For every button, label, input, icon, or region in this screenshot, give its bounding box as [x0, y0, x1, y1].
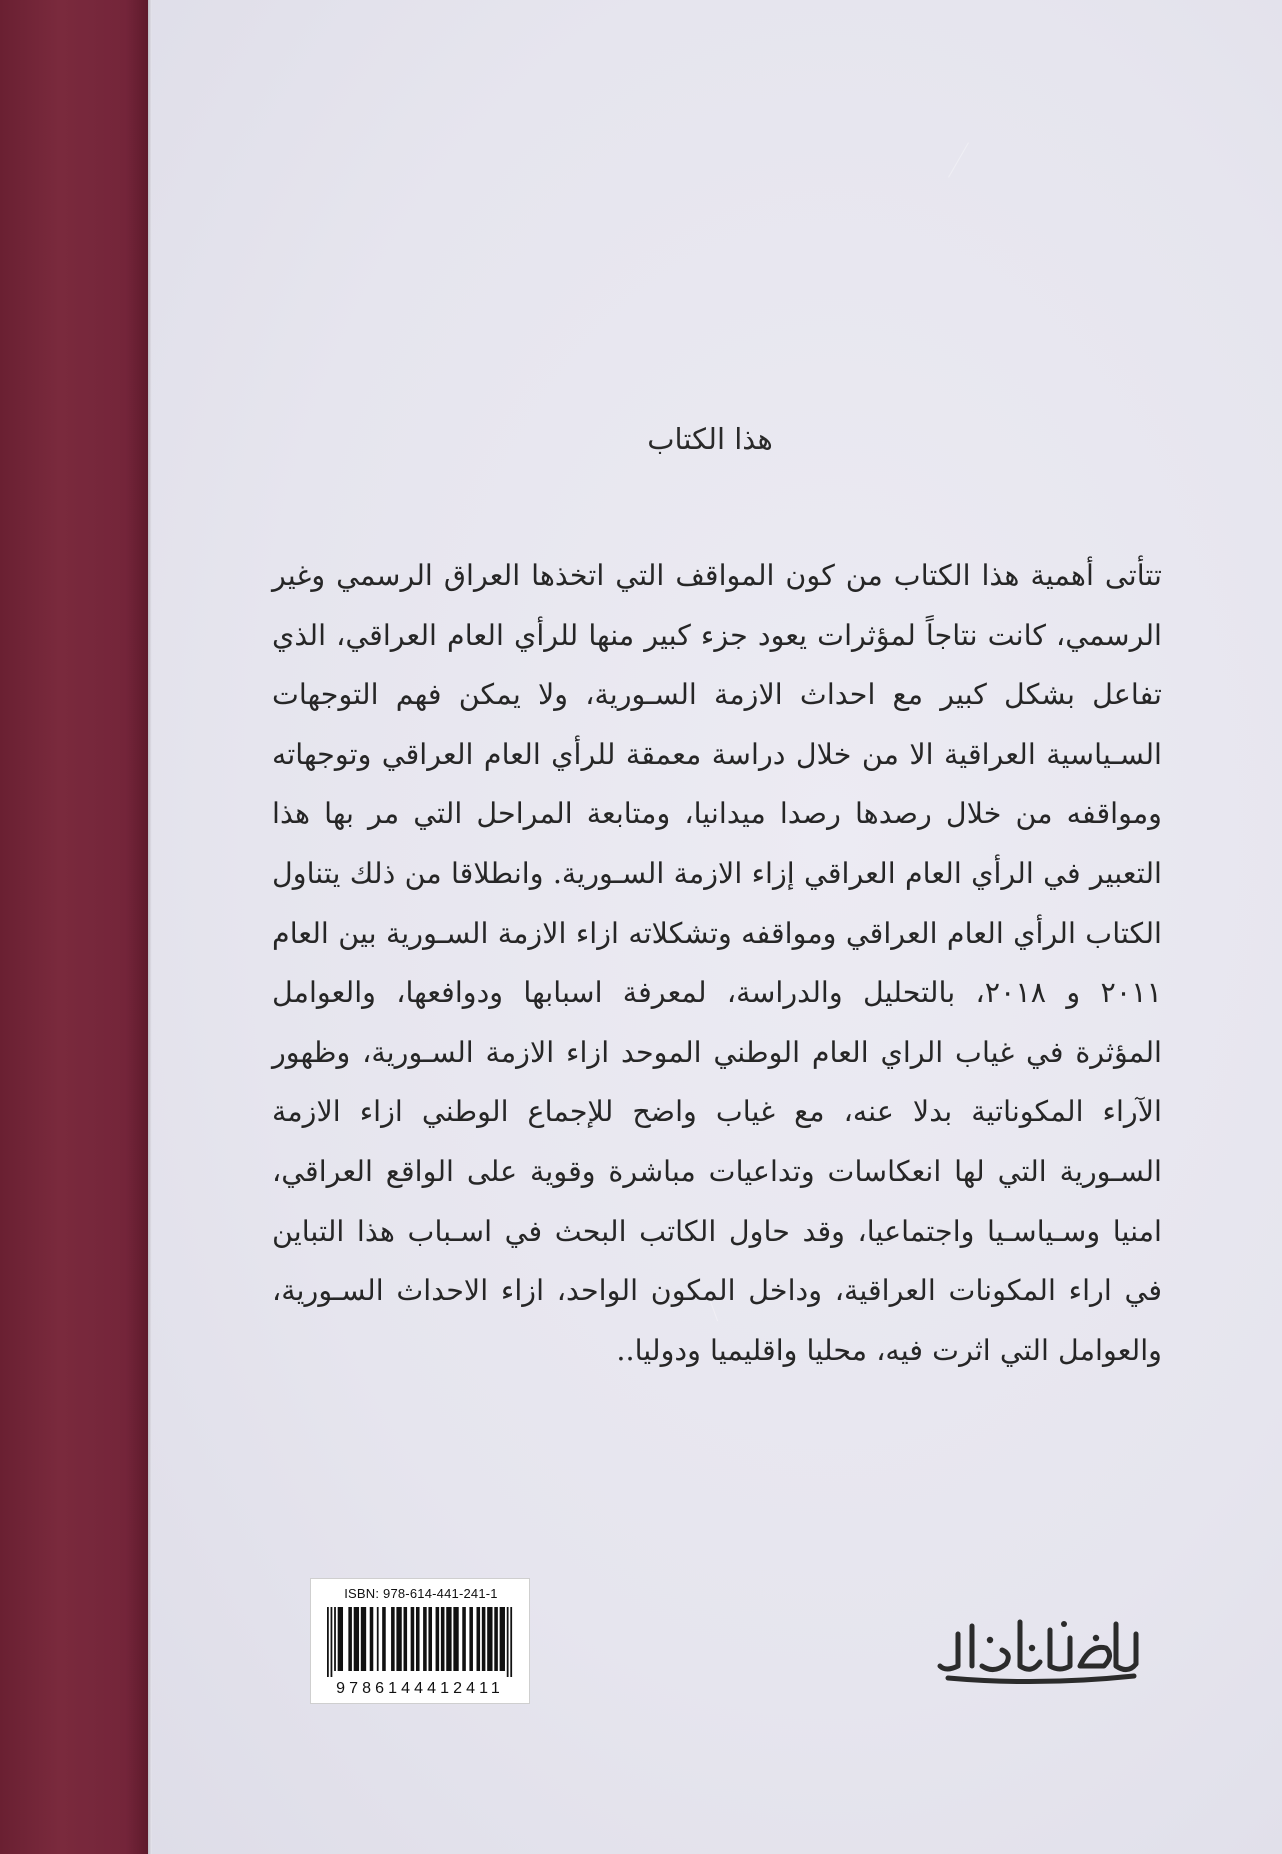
barcode-bar	[482, 1607, 486, 1671]
barcode-bar	[331, 1607, 333, 1677]
cover-heading: هذا الكتاب	[647, 422, 773, 456]
isbn-barcode	[310, 1578, 530, 1704]
book-spine	[0, 0, 148, 1854]
isbn-label: ISBN: 978-614-441-241-1	[344, 1586, 498, 1601]
barcode-bar	[428, 1607, 432, 1671]
barcode-bar	[370, 1607, 374, 1671]
isbn-digits: 9786144412411	[336, 1680, 504, 1697]
barcode-bar	[416, 1607, 420, 1671]
barcode-bar	[377, 1607, 379, 1671]
barcode-bar	[382, 1607, 386, 1671]
cover-blurb: تتأتى أهمية هذا الكتاب من كون المواقف التي اتخذها العراق الرسمي وغير الرسمي، كانت نتاجاً لمؤثرات يعود جزء كبير منها للرأي العام العراقي، الذي تفاعل بشكل كبير مع احداث الازمة السـورية، ولا يمكن فهم التوجهات السـياسية العراقية الا من خلال دراسة معمقة للرأي العام العراقي وتوجهاته ومواقفه من خلال رصدها رصدا ميدانيا، ومتابعة المراحل التي مر بها هذا التعبير في الرأي العام العراقي إزاء الازمة السـورية. وانطلاقا من ذلك يتناول الكتاب الرأي العام العراقي ومواقفه وتشكلاته ازاء الازمة السـورية بين العام ٢٠١١ و ٢٠١٨، بالتحليل والدراسة، لمعرفة اسبابها ودوافعها، والعوامل المؤثرة في غياب الراي العام الوطني الموحد ازاء الازمة السـورية، وظهور الآراء المكوناتية بدلا عنه، مع غياب واضح للإجماع الوطني ازاء الازمة السـورية التي لها انعكاسات وتداعيات مباشرة وقوية على الواقع العراقي، امنيا وسـياسـيا واجتماعيا، وقد حاول الكاتب البحث في اسـباب هذا التباين في اراء المكونات العراقية، وداخل المكون الواحد، ازاء الاحداث السـورية، والعوامل التي اثرت فيه، محليا واقليميا ودوليا..	[272, 558, 1162, 1367]
barcode-bar	[510, 1607, 512, 1677]
barcode-bar	[507, 1607, 509, 1677]
barcode-bar	[338, 1607, 343, 1671]
barcode-bar	[404, 1607, 408, 1671]
barcode-bar	[361, 1607, 366, 1671]
barcode-bar	[487, 1607, 492, 1671]
barcode-bar	[334, 1607, 336, 1671]
barcode-bar	[477, 1607, 481, 1671]
barcode-bar	[469, 1607, 473, 1671]
barcode-bar	[462, 1607, 466, 1671]
barcode-bar	[348, 1607, 352, 1671]
barcode-bar	[327, 1607, 329, 1677]
barcode-bar	[354, 1607, 359, 1671]
publisher-logo	[928, 1604, 1148, 1688]
barcode-bar	[391, 1607, 395, 1671]
barcode-bar	[441, 1607, 445, 1671]
barcode-bar	[494, 1607, 498, 1671]
barcode-bar	[411, 1607, 415, 1671]
barcode-bar	[436, 1607, 440, 1671]
barcode-bars	[327, 1607, 521, 1677]
svg-text:.: .	[1037, 1644, 1039, 1645]
barcode-bar	[396, 1607, 401, 1671]
barcode-bar	[453, 1607, 458, 1671]
barcode-bar	[500, 1607, 505, 1671]
barcode-bar	[423, 1607, 427, 1671]
barcode-bar	[446, 1607, 451, 1671]
